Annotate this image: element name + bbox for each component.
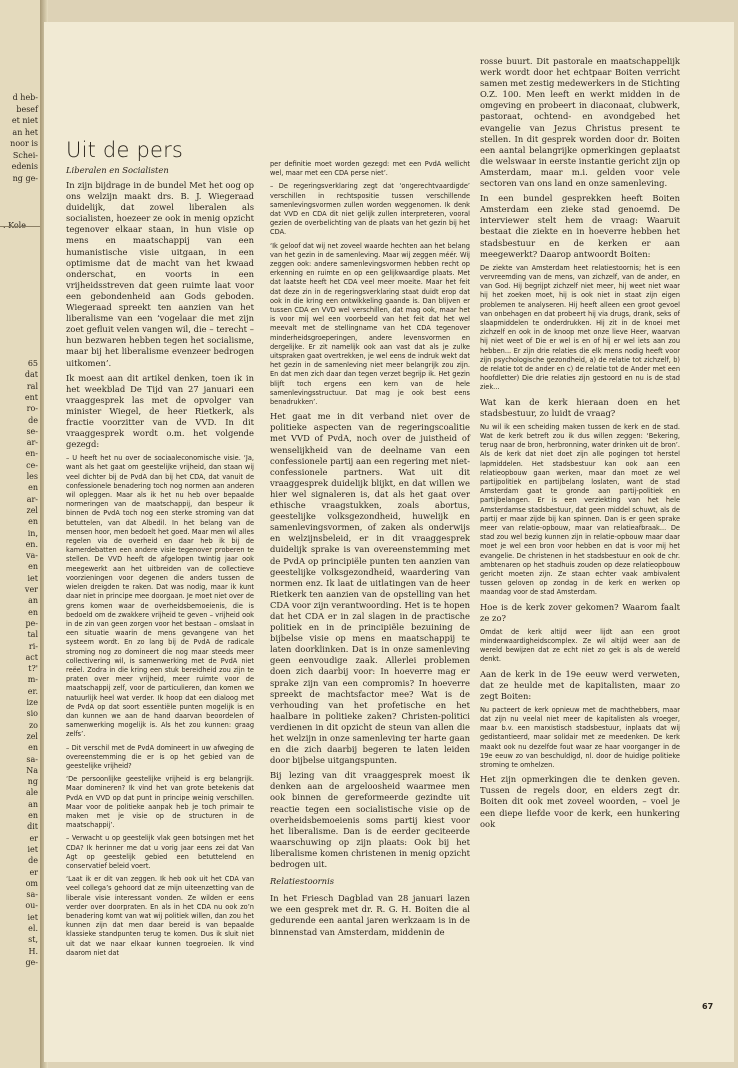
facing-page-line: ou-	[25, 901, 38, 911]
facing-page-line: t?'	[28, 664, 38, 674]
paragraph: In een bundel gesprekken heeft Boiten Amsterdam een zieke stad genoemd. De interviewer stelt hem de vraag: Waaruit bestaat die ziekte en in hoeverre hebben het stadsbestuur en de kerken er aan meegewerkt? Daarop antwoordt Boiten:	[480, 193, 680, 259]
facing-page-line: ng	[27, 777, 38, 787]
facing-page-line: en	[28, 607, 38, 617]
facing-page-line: er.	[27, 686, 38, 696]
facing-page-rule	[0, 226, 44, 227]
facing-page-line: en	[28, 811, 38, 820]
column-1	[66, 180, 254, 962]
paragraph: In zijn bijdrage in de bundel Met het oog op ons welzijn maakt drs. B. J. Wiegeraad duidelijk, dat zowel liberalen als socialisten, hoezeer ze ook in menig opzicht tegenover elkaar staan, in hun visie op mens en maatschappij van een humanistische visie uitgaan, in een optimisme dat de macht van het kwaad onderschat, en voorts in een vrijheidsstreven dat geen ruimte laat voor een gebondenheid aan Gods geboden. Wiegeraad spreekt ten aanzien van het liberalisme van een ‘vogelaar die met zijn zoet gefluit velen vangen wil, die – terecht – hun bezwaren hebben tegen het socialisme, maar bij het liberalisme evenzeer bedrogen uitkomen’.	[66, 180, 254, 368]
facing-page-line: sio	[26, 709, 38, 719]
facing-page-line: H.	[28, 946, 38, 956]
facing-page-line: ng ge-	[12, 173, 38, 183]
paragraph: Aan de kerk in de 19e eeuw werd verweten, dat ze heulde met de kapitalisten, maar zo zegt Boiten:	[480, 668, 680, 701]
section-heading: Relatiestoornis	[270, 876, 335, 887]
facing-page-line: Na	[26, 765, 38, 775]
facing-page-line: ral	[26, 381, 38, 391]
facing-page-line: en.	[25, 539, 38, 549]
facing-page-line: en	[28, 562, 38, 572]
facing-page-line: in,	[27, 528, 38, 538]
facing-page-line: se-	[26, 426, 38, 436]
facing-page-line: en	[28, 483, 38, 493]
facing-page-line: om	[25, 878, 38, 888]
interview-paragraph: ‘Laat ik er dit van zeggen. Ik heb ook uit het CDA van veel collega’s gehoord dat ze mijn uiteenzetting van de liberale visie interessant vonden. Ze wilden er eens verder over doorpraten. En als in het CDA nu ook zo’n benadering komt van wat wij politiek willen, dan zou het kunnen zijn dat men daar bereid is van bepaalde klassieke standpunten terug te komen. Dus ik sluit niet uit dat we naar elkaar kunnen toegroeien. Ik vind daarom niet dat	[66, 875, 254, 957]
facing-page-line: ce-	[26, 460, 38, 470]
facing-page-line: m-	[27, 675, 38, 685]
facing-page-line: er	[29, 833, 38, 843]
paragraph: Het zijn opmerkingen die te denken geven. Tussen de regels door, en elders zegt dr. Boiten dit ook met zoveel woorden, – voel je een diepe liefde voor de kerk, een hunkering ook	[480, 774, 680, 829]
facing-page-line: besef	[16, 104, 38, 114]
facing-page-line: ize	[26, 698, 38, 707]
quote-block	[480, 706, 680, 770]
column-3	[480, 56, 680, 834]
facing-page-line: ver	[24, 585, 38, 594]
quote-paragraph: Omdat de kerk altijd weer lijdt aan een groot minderwaardigheidscomplex. Ze wil altijd weer aan de wereld bewijzen dat ze echt niet zo gek is als de wereld denkt.	[480, 627, 680, 664]
facing-page-line: edenis	[11, 162, 38, 171]
facing-page-line: el.	[28, 924, 38, 933]
quote-paragraph: Nu wil ik een scheiding maken tussen de kerk en de stad. Wat de kerk betreft zou ik dus willen zeggen: ‘Bekering, terug naar de bron, herbronning, water drinken uit de bron’. Als de kerk dat niet doet zijn alle pogingen tot herstel lapmiddelen. Het stadsbestuur kan ook aan een relatieopbouw gaan werken, maar dan moet ze wel partijpolitiek en partijbelang loslaten, want de stad Amsterdam gaat te gronde aan partij-politiek en partijbelangen. Er is een verziekting van het hele Amsterdamse stadsbestuur, dat geen middel schuwt, als de partij er maar zijde bij kan spinnen. Dan is er geen sprake meer van relatie-opbouw, maar van relatieafbraak... De stad zou wel bezig kunnen zijn in relatie-opbouw maar daar moet je wel een bron voor hebben en dat is voor mij het evangelie. De christenen in het stadsbestuur en ook de chr. ambtenaren op het stadhuis zouden op deze relatieopbouw gericht moeten zijn. Ze staan echter vaak ambivalent tussen geloven op zondag in de kerk en werken op maandag voor de stad Amsterdam.	[480, 422, 680, 597]
facing-page-line: tal	[27, 630, 38, 640]
facing-page-line: les	[26, 472, 38, 481]
facing-page-line: de	[28, 415, 38, 425]
facing-page-line: sa-	[26, 890, 38, 900]
article-subtitle: Liberalen en Socialisten	[66, 165, 169, 175]
facing-page-line: sa-	[26, 754, 38, 764]
interview-paragraph: – Dit verschil met de PvdA domineert in uw afweging de overeenstemming die er is op het gebied van de geestelijke vrijheid?	[66, 743, 254, 770]
paragraph: rosse buurt. Dit pastorale en maatschappelijk werk wordt door het echtpaar Boiten verricht samen met zestig medewerkers in de Stichting O.Z. 100. Men leeft en werkt midden in de omgeving en probeert in diaconaat, clubwerk, pastoraat, ochtend- en avondgebed het evangelie van Jezus Christus present te stellen. In dit gesprek worden door dr. Boiten een aantal belangrijke opmerkingen geplaatst die welswaar in eerste instantie gericht zijn op Amsterdam, maar m.i. gelden voor vele sectoren van ons land en onze samenleving.	[480, 56, 680, 189]
facing-page-line: ent	[24, 392, 38, 402]
facing-page-line: zel	[26, 505, 38, 515]
article-title: Uit de pers	[66, 138, 184, 162]
page-number: 67	[702, 1002, 714, 1011]
facing-page-line: de	[28, 856, 38, 866]
interview-paragraph: – Verwacht u op geestelijk vlak geen botsingen met het CDA? Ik herinner me dat u vorig jaar eens zei dat Van Agt op geestelijk gebied een betuttelend en conservatief beleid voert.	[66, 834, 254, 870]
facing-page-line: an	[28, 596, 38, 606]
facing-page-line: Schei-	[12, 150, 38, 160]
interview-excerpt	[66, 454, 254, 958]
quote-block	[480, 628, 680, 665]
facing-page-line: ge-	[25, 957, 38, 967]
facing-page-line: zel	[26, 731, 38, 741]
paragraph: Bij lezing van dit vraaggesprek moest ik denken aan de argeloosheid waarmee men ook binnen de gereformeerde gezindte uit reactie tegen een socialistische visie op de overheidsbemoeienis soms partij kiest voor het liberalisme. Dan is de eerder geciteerde waarschuwing op zijn plaats: Ook bij het liberalisme komen christenen in menig opzicht bedrogen uit.	[270, 770, 470, 870]
facing-page-line: dat	[24, 370, 38, 380]
facing-page-line: noor is	[10, 139, 38, 148]
interview-paragraph: ‘Ik geloof dat wij net zoveel waarde hechten aan het belang van het gezin in de samenleving. Maar wij zeggen méér. Wij zeggen ook: andere samenlevingsvormen hebben recht op erkenning en ruimte en op een gelijkwaardige plaats. Met dat laatste heeft het CDA veel meer moeite. Maar het feit dat deze zin in de regeringsverklaring staat duidt erop dat ook in die kring een ontwikkeling gaande is. Dan blijven er tussen CDA en VVD wel verschillen, dat mag ook, maar het is voor mij wel een voorbeeld van het feit dat het wel meevalt met de stellingname van het CDA tegenover minderheidsgroeperingen, andere levensvormen en dergelijke. Er zit namelijk ook aan vast dat als je zulke uitspraken gaat overtrekken, je wel eens de indruk wekt dat het gezin in de samenleving niet meer belangrijk zou zijn. En dat men zich daar dan tegen verzet begrijp ik. Het gezin blijft toch ergens een kern van de hele samenlevingsstructuur. Dat mag je ook best eens benadrukken’.	[270, 241, 470, 407]
quote-paragraph: Nu pacteert de kerk opnieuw met de machthebbers, maar dat zijn nu veelal niet meer de kapitalisten als vroeger, maar b.v. een marxistisch stadsbestuur, inplaats dat wij gedistantieerd, maar solidair met ze meedenken. De kerk maakt ook nu dezelfde fout waar ze haar voorganger in de 19e eeuw zo van beschuldigd, nl. door de huidige politieke stroming te omhelzen.	[480, 705, 680, 770]
facing-page-line: st,	[28, 935, 38, 945]
quote-block	[480, 264, 680, 393]
facing-page-line: et niet	[11, 116, 38, 125]
quote-paragraph: De ziekte van Amsterdam heet relatiestoornis; het is een vervreemding van de mens, van zichzelf, van de ander, en van God. Hij begrijpt zichzelf niet meer, hij weet niet waar hij het zoeken moet, hij is ook niet in staat zijn eigen problemen te analyseren. Hij heeft alleen een groot gevoel van onbehagen en dat probeert hij via drugs, drank, seks of slaapmiddelen te onderdrukken. Hij zit in de knoei met zichzelf en ook in de knoop met onze lieve Heer, waarvan hij niet weet of Die er wel is en of hij er wel iets aan zou hebben... Er zijn drie relaties die elk mens nodig heeft voor zijn psychologische gezondheid, a) de relatie tot zichzelf, b) de relatie tot de ander en c) de relatie tot de Ander met een hoofdletter) Die drie relaties zijn gestoord en nu is de stad ziek...	[480, 263, 680, 392]
interview-excerpt-continued	[270, 160, 470, 407]
facing-page-line: ar-	[26, 438, 38, 448]
facing-page-line: iet	[27, 912, 38, 922]
interview-paragraph: – U heeft het nu over de sociaaleconomische visie. ‘Ja, want als het gaat om geestelijke vrijheid, dan staan wij veel dichter bij de PvdA dan bij het CDA, dat vanuit de confessionele benadering toch nog normen aan anderen wil opleggen. Maar als ik het nu heb over bepaalde normeringen van de maatschappij, dan bespeur ik binnen de PvdA toch nog een sterke stroming van dat betuttelen, van dat Albedil. In het belang van de mensen hoor, men bedoelt het goed. Maar men wil alles regelen via de overheid en daar heb ik bij de kamerdebatten een andere visie tegenover proberen te stellen. De VVD heeft de afgelopen twintig jaar ook meegewerkt aan het uitbreiden van de collectieve voorzieningen voor degenen die anders tussen de wielen dreigden te raken. Dat was nodig, maar ik kunt daar niet in principe mee doorgaan. Je moet niet over de grens komen waar de overheidsbemoeienis, die is bedoeld om de zwakkere vrijheid te geven – vrijheid ook in de zin van geen zorgen voor het bestaan – omslaat in een situatie waarin de mens gevangene van het systeem wordt. En zo lang bij de PvdA de radicale stroming nog zo domineert die nog maar steeds meer collectivering wil, is samenwerking met de PvdA niet reëel. Zodra in die kring een stuk bereidheid zou zijn te praten over meer vrijheid, meer ruimte voor de maatschappij zelf, voor de particulieren, dan komen we natuurlijk heel wat verder. Ik hoop dat een dialoog met de PvdA op dat soort essentiële punten mogelijk is en dan kunnen we aan de hand daarvan beoordelen of samenwerking mogelijk is. Als het zou kunnen: graag zelfs’.	[66, 454, 254, 739]
paragraph: In het Friesch Dagblad van 28 januari lazen we een gesprek met dr. R. G. H. Boiten die al gedurende een aantal jaren werkzaam is in de binnenstad van Amsterdam, middenin de	[270, 893, 470, 937]
facing-page-line: en	[28, 517, 38, 527]
interview-paragraph: – De regeringsverklaring zegt dat ‘ongerechtvaardigde’ verschillen in rechtspositie tussen verschillende samenlevingsvormen zullen worden weggenomen. Ik denk dat VVD en CDA dit niet gelijk zullen interpreteren, vooral gezien de overbelichting van de plaats van het gezin bij het CDA.	[270, 182, 470, 237]
facing-page-line: ri-	[28, 641, 38, 651]
facing-page-line: en	[28, 743, 38, 753]
facing-page-line: d heb-	[12, 93, 38, 102]
facing-page-line: iet	[27, 573, 38, 583]
column-2	[270, 160, 470, 942]
interview-paragraph: per definitie moet worden gezegd: met een PvdA wellicht wel, maar met een CDA perse niet’.	[270, 160, 470, 178]
paragraph: Hoe is de kerk zover gekomen? Waarom faalt ze zo?	[480, 601, 680, 623]
facing-page-line: en-	[25, 449, 38, 459]
facing-page-line: an het	[12, 127, 38, 137]
facing-page-line: ale	[25, 788, 38, 798]
facing-page-line: zo	[28, 720, 38, 730]
interview-paragraph: ‘De persoonlijke geestelijke vrijheid is erg belangrijk. Maar domineren? Ik vind het van grote betekenis dat PvdA en VVD op dat punt in principe weinig verschillen. Maar voor de politieke aanpak heb je toch primair te maken met je visie op de structuren in de maatschappij’.	[66, 775, 254, 830]
paragraph: Het gaat me in dit verband niet over de politieke aspecten van de regeringscoalitie met VVD of PvdA, noch over de juistheid of wenselijkheid van de deelname van een confessionele partij aan een regering met niet-confessionele partners. Wat uit dit vraaggesprek duidelijk blijkt, en dat willen we hier wel signaleren is, dat als het gaat over ethische vraagstukken, zoals abortus, geestelijke volksgezondheid, huwelijk en samenlevingsvormen, of zaken als onderwijs en welzijnsbeleid, er in dit vraaggesprek duidelijk sprake is van overeenstemming met de PvdA op principiële punten ten aanzien van geestelijke volksgezondheid, waardering van normen enz. Ik laat de uitlatingen van de heer Rietkerk ten aanzien van de opstelling van het CDA voor zijn verantwoording. Het is te hopen dat het CDA er in zal slagen in de practische politiek en in de principiële bezuining de bijbelse visie op mens en maatschappij te laten doorklinken. Dat is in onze samenleving geen eenvoudige zaak. Allerlei problemen doen zich daarbij voor: In hoeverre mag er sprake zijn van een compromis? In hoeverre spreekt de machtsfactor mee? Wat is de verhouding van het profetische en het haalbare in politieke zaken? Christen-politici verdienen in dit opzicht de steun van allen die het welzijn in onze samenleving ter harte gaan en die zich daarbij begeren te laten leiden door bijbelse uitgangspunten.	[270, 411, 470, 766]
facing-page-line: act	[25, 652, 38, 662]
facing-page-line: iet	[27, 844, 38, 854]
facing-page-line: pe-	[25, 618, 38, 628]
paragraph: Ik moest aan dit artikel denken, toen ik in het weekblad De Tijd van 27 januari een vraaggesprek las met de opvolger van minister Wiegel, de heer Rietkerk, als fractie voorzitter van de VVD. In dit vraaggesprek wordt o.m. het volgende gezegd:	[66, 372, 254, 450]
facing-page-line: 65	[27, 359, 38, 368]
facing-page-line: er	[29, 867, 38, 877]
facing-page-line: ro-	[26, 404, 38, 414]
paragraph: Wat kan de kerk hieraan doen en het stadsbestuur, zo luidt de vraag?	[480, 396, 680, 418]
facing-page-line: an	[28, 799, 38, 809]
facing-page-line: dit	[27, 822, 38, 832]
facing-page-line: ar-	[26, 494, 38, 504]
facing-page-strip	[0, 0, 44, 1068]
quote-block	[480, 423, 680, 598]
facing-page-line: va-	[26, 551, 38, 561]
